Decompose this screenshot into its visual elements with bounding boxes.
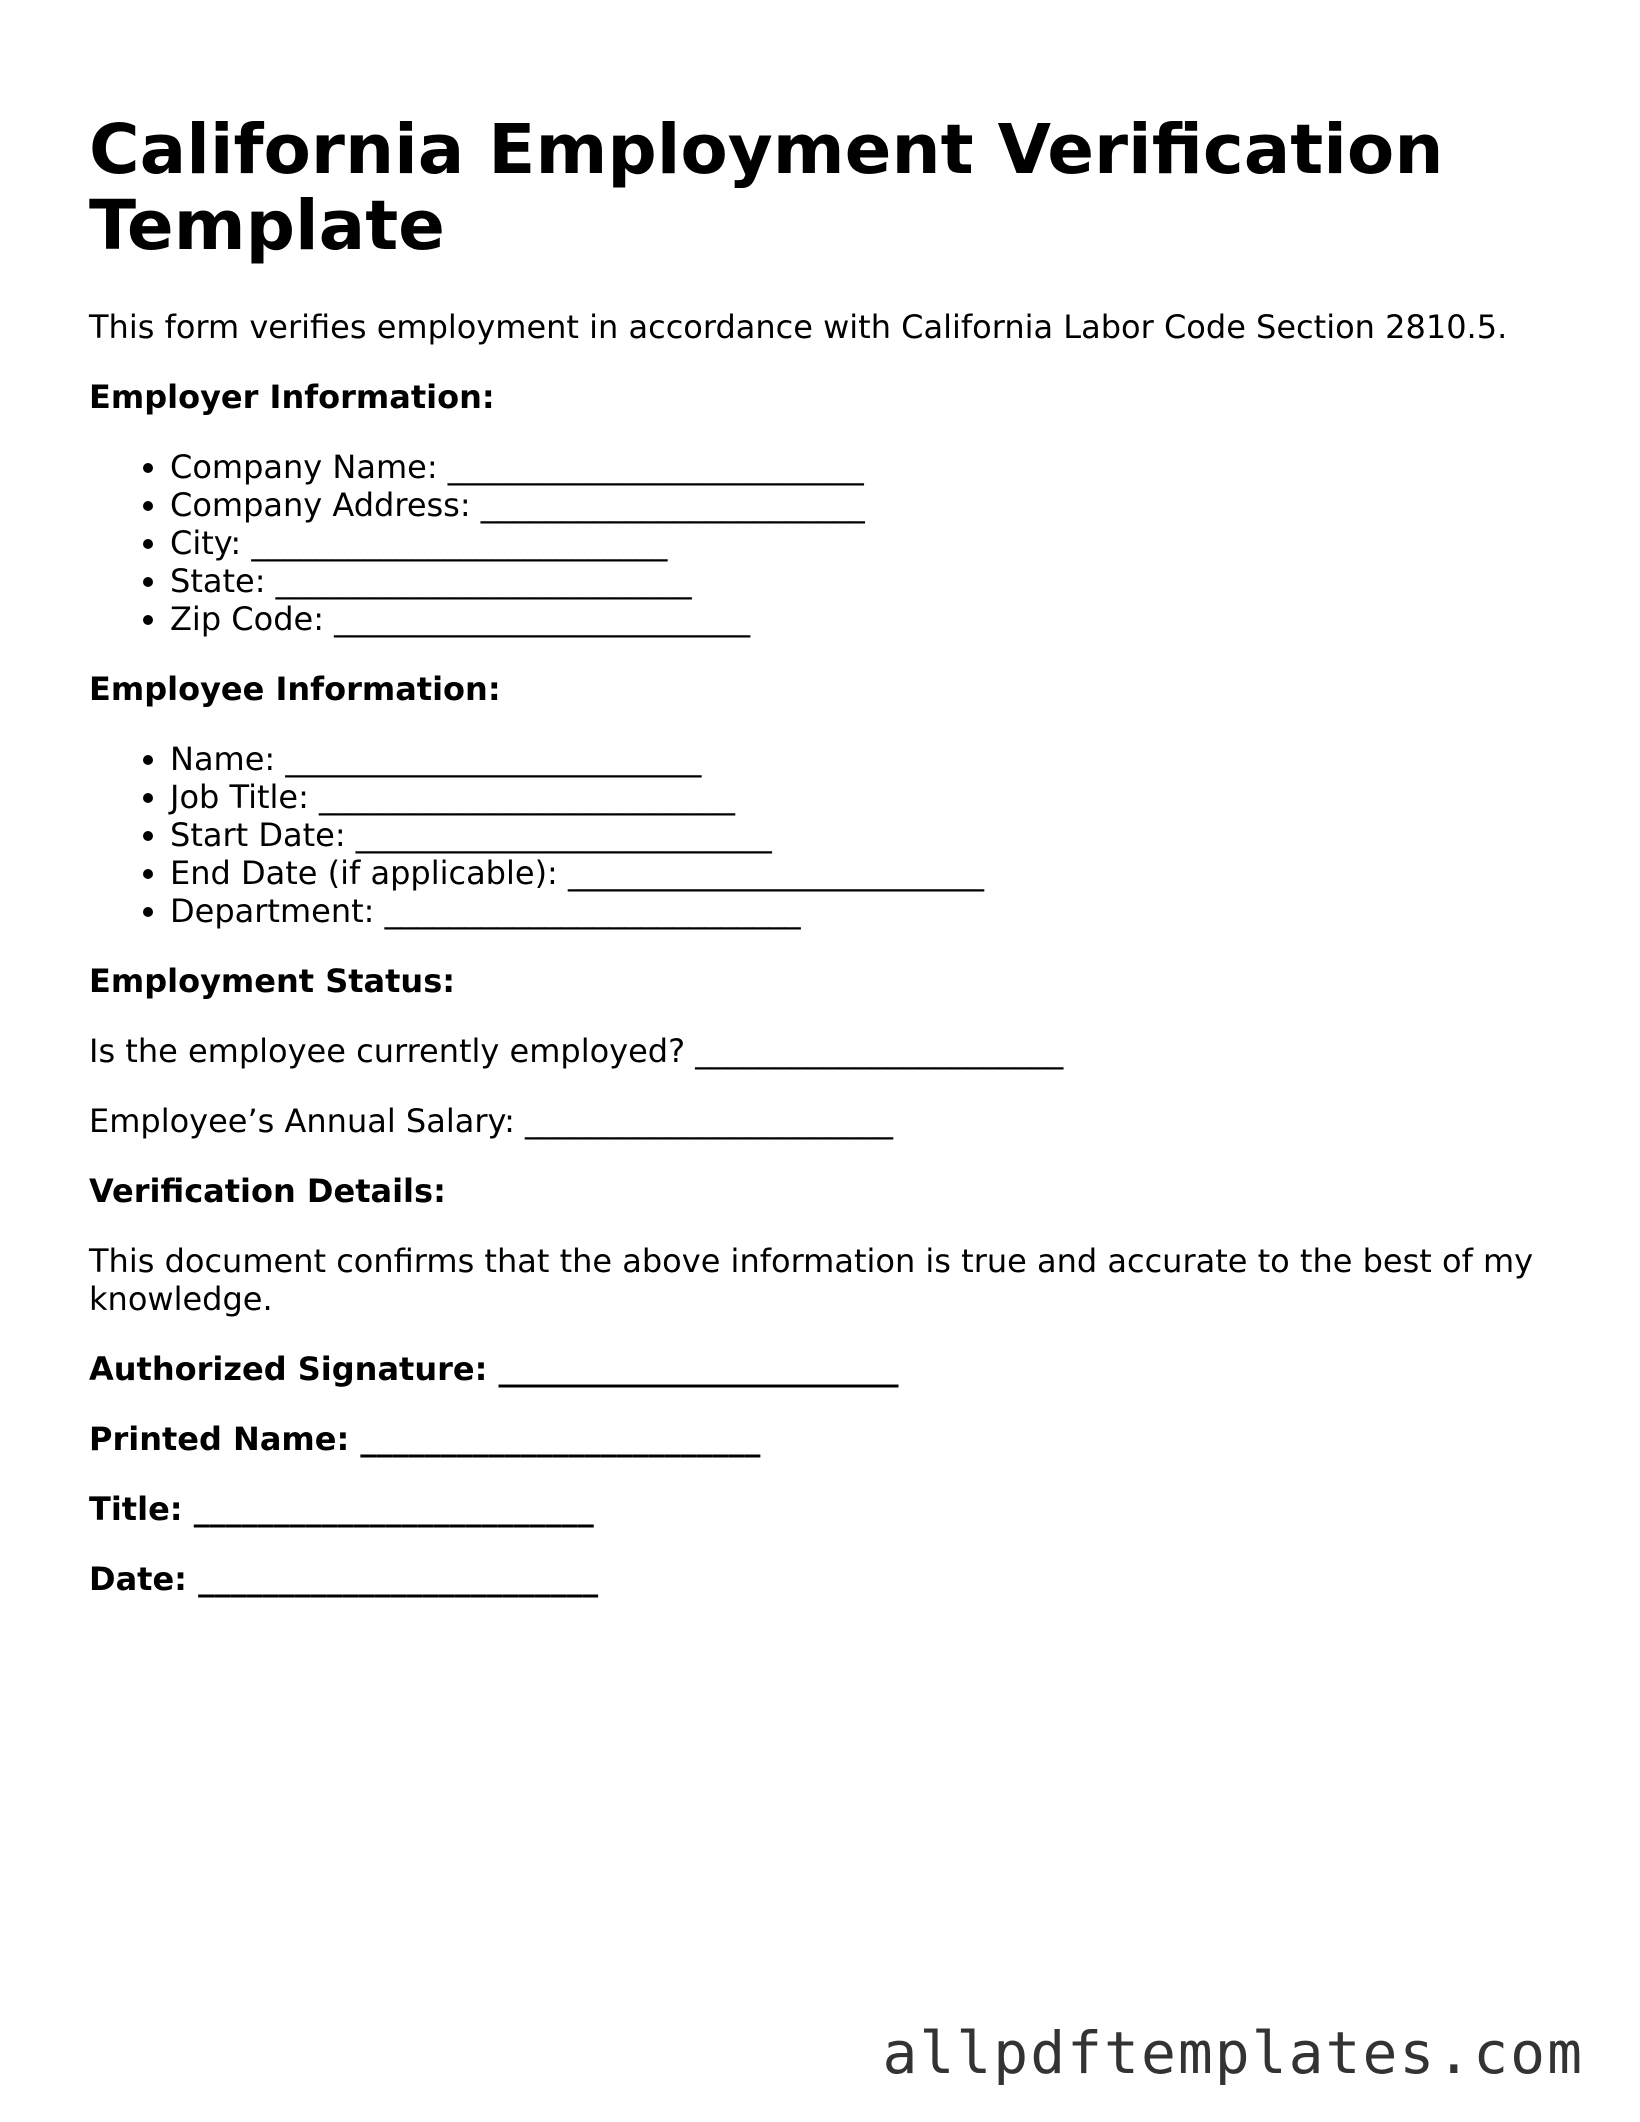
field-blank[interactable]: ________________________ [480,486,865,524]
field-label: Authorized Signature: [89,1350,488,1388]
field-blank[interactable]: _______________________ [695,1032,1064,1070]
employee-name-field [170,740,1559,778]
currently-employed-field [89,1032,1559,1070]
field-label: End Date (if applicable): [170,854,558,892]
field-label: State: [170,562,266,600]
employment-status-heading: Employment Status: [89,962,456,1000]
start-date-field [170,816,1559,854]
employer-heading: Employer Information: [89,378,495,416]
field-label: Company Name: [170,448,438,486]
job-title-field [170,778,1559,816]
end-date-field [170,854,1559,892]
field-label: Date: [89,1560,187,1598]
field-blank[interactable]: __________________________ [568,854,984,892]
field-blank[interactable]: _________________________ [193,1490,594,1528]
title-field [89,1490,1559,1528]
field-label: Zip Code: [170,600,324,638]
field-blank[interactable]: __________________________ [384,892,801,930]
printed-name-field [89,1420,1559,1458]
state-field [170,562,1559,600]
field-label: Printed Name: [89,1420,350,1458]
verification-statement: This document confirms that the above information is true and accurate to the best of my knowledge. [89,1242,1534,1318]
field-blank[interactable]: __________________________ [285,740,702,778]
field-blank[interactable]: _________________________ [360,1420,761,1458]
company-name-field [170,448,1559,486]
company-address-field [170,486,1559,524]
field-blank[interactable]: __________________________ [251,524,668,562]
zip-code-field [170,600,1559,638]
field-label: City: [170,524,242,562]
authorized-signature-field [89,1350,1559,1388]
employee-field-list [89,740,1559,930]
field-blank[interactable]: _________________________ [498,1350,899,1388]
page-title: California Employment Verification Template [89,110,1444,266]
field-blank[interactable]: __________________________ [334,600,751,638]
field-label: Employee’s Annual Salary: [89,1102,515,1140]
field-label: Company Address: [170,486,471,524]
document-page [89,112,1559,1598]
field-blank[interactable]: __________________________ [275,562,692,600]
field-label: Start Date: [170,816,346,854]
employer-field-list [89,448,1559,638]
field-blank[interactable]: __________________________ [447,448,864,486]
annual-salary-field [89,1102,1559,1140]
employee-heading: Employee Information: [89,670,501,708]
field-label: Name: [170,740,276,778]
date-field [89,1560,1559,1598]
intro-text: This form verifies employment in accordance with California Labor Code Section 2810.5. [89,308,1508,346]
field-label: Is the employee currently employed? [89,1032,686,1070]
field-label: Job Title: [170,778,309,816]
department-field [170,892,1559,930]
site-watermark: allpdftemplates.com [882,2019,1584,2087]
field-label: Department: [170,892,375,930]
field-blank[interactable]: _________________________ [198,1560,599,1598]
field-label: Title: [89,1490,183,1528]
verification-heading: Verification Details: [89,1172,446,1210]
field-blank[interactable]: _______________________ [525,1102,894,1140]
field-blank[interactable]: __________________________ [319,778,736,816]
city-field [170,524,1559,562]
field-blank[interactable]: __________________________ [355,816,772,854]
